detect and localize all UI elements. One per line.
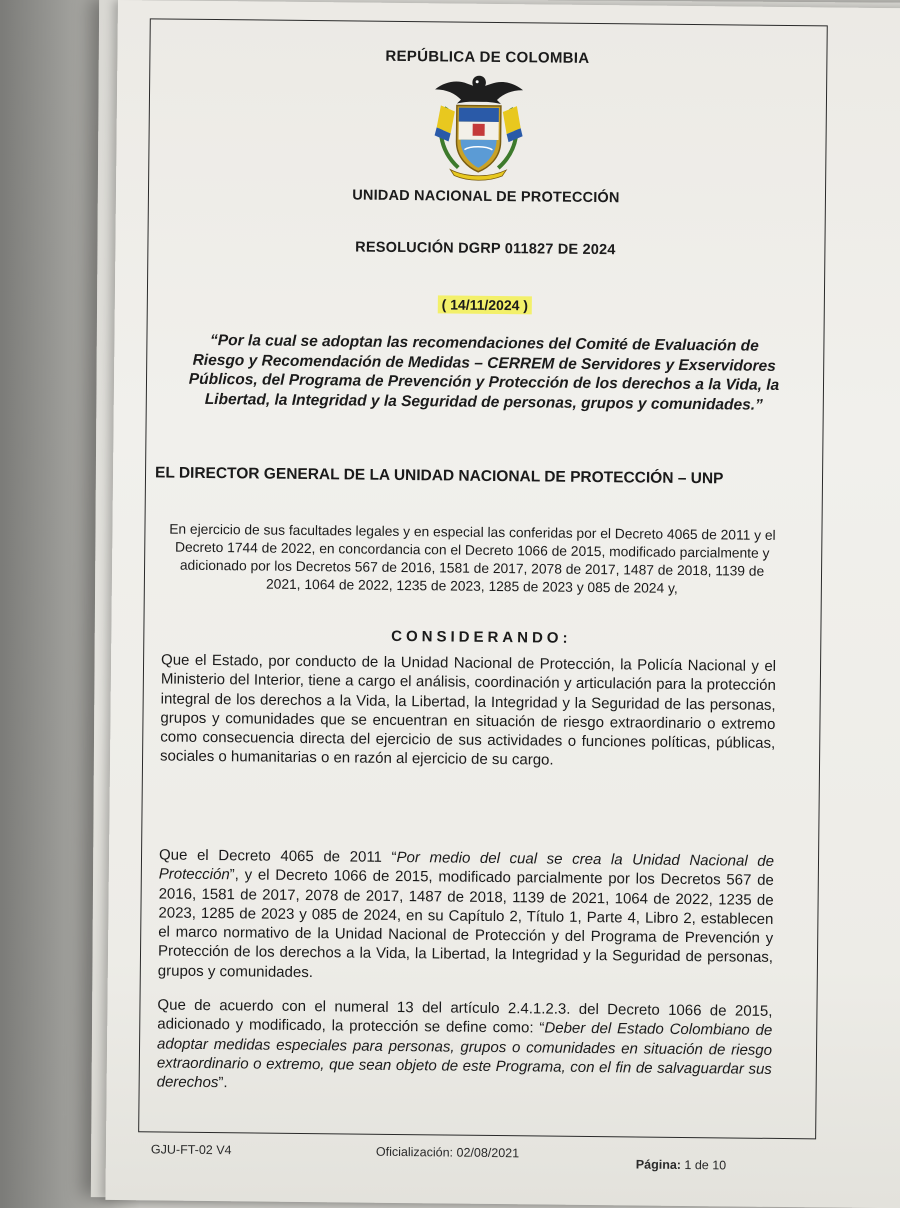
oficializacion-date: Oficialización: 02/08/2021 — [375, 1144, 520, 1161]
page-label: Página: — [635, 1157, 682, 1172]
paragraph-text: ”, y el Decreto 1066 de 2015, modificado parcialmente por los Decretos 567 de 2016, 1581 de 2017, 2078 de 2017, 1487 de 2018, 1139 de 2021, 1064 de 2022, 1235 de 2023, 1285 de 2023 y 085 de 2024, en su Capítulo 2, Título 1, Parte 4, Libro 2, establecen el marco normativo de la Unidad Nacional de Protección y del Programa de Prevención y Protección de los derechos a la Vida, la Libertad, la Integridad y la Seguridad de personas, grupos y comunidades. — [157, 866, 774, 981]
country-heading: REPÚBLICA DE COLOMBIA — [385, 47, 590, 67]
considerando-paragraph-1: Que el Estado, por conducto de la Unidad Nacional de Protección, la Policía Nacional y el Ministerio del Interior, tiene a cargo el análisis, coordinación y articulación para la protección integral de los derechos a la Vida, la Libertad, la Integridad y la Seguridad de las personas, grupos y comunidades que se encuentran en situación de riesgo extraordinario o extremo como consecuencia directa del ejercicio de sus actividades o funciones políticas, públicas, sociales o humanitarias o en razón al ejercicio de su cargo. — [159, 651, 777, 770]
highlighted-date: ( 14/11/2024 ) — [438, 295, 533, 314]
entity-heading: UNIDAD NACIONAL DE PROTECCIÓN — [352, 187, 620, 207]
legal-faculties-paragraph: En ejercicio de sus facultades legales y en especial las conferidas por el Decreto 4065 de 2011 y el Decreto 1744 de 2022, en concordancia con el Decreto 1066 de 2015, modificado parcialmente y adicionado por los Decretos 567 de 2016, 1581 de 2017, 2078 de 2017, 1487 de 2018, 1139 de 2021, 1064 de 2022, 1235 de 2023, 1285 de 2023 y 085 de 2024 y, — [169, 521, 776, 596]
resolution-title: “Por la cual se adoptan las recomendaciones del Comité de Evaluación de Riesgo y Recomendación de Medidas – CERREM de Servidores y Exservidores Públicos, del Programa de Prevención y Protección de los derechos a la Vida, la Libertad, la Integridad y la Seguridad de personas, grupos y comunidades.” — [188, 331, 780, 414]
paragraph-text: Que de acuerdo con el numeral 13 del artículo 2.4.1.2.3. del Decreto 1066 de 2015, adicionado y modificado, la protección se define como: “ — [157, 996, 773, 1037]
paragraph-text: ”. — [218, 1074, 228, 1092]
paragraph-text: Que el Decreto 4065 de 2011 “ — [158, 846, 397, 866]
considerando-paragraph-3 — [157, 995, 773, 1098]
considerando-heading: CONSIDERANDO: — [391, 627, 572, 647]
considerando-paragraph-2 — [158, 845, 774, 987]
document-page — [105, 0, 900, 1208]
resolution-heading: RESOLUCIÓN DGRP 011827 DE 2024 — [355, 239, 616, 259]
paragraph-italic-text: Deber del Estado Colombiano de adoptar medidas especiales para personas, grupos o comunidades en situación de riesgo extraordinario o extremo, que sean objeto de este Programa, con el fin de salvaguardar sus derechos — [156, 1019, 773, 1092]
paragraph-italic-text: Por medio del cual se crea la Unidad Nacional de Protección — [158, 848, 775, 884]
colombia-coat-of-arms-icon — [426, 71, 531, 182]
director-heading: EL DIRECTOR GENERAL DE LA UNIDAD NACIONAL DE PROTECCIÓN – UNP — [154, 464, 724, 488]
page-number — [636, 1157, 727, 1172]
form-code: GJU-FT-02 V4 — [150, 1142, 232, 1158]
page-value: 1 de 10 — [684, 1157, 727, 1173]
